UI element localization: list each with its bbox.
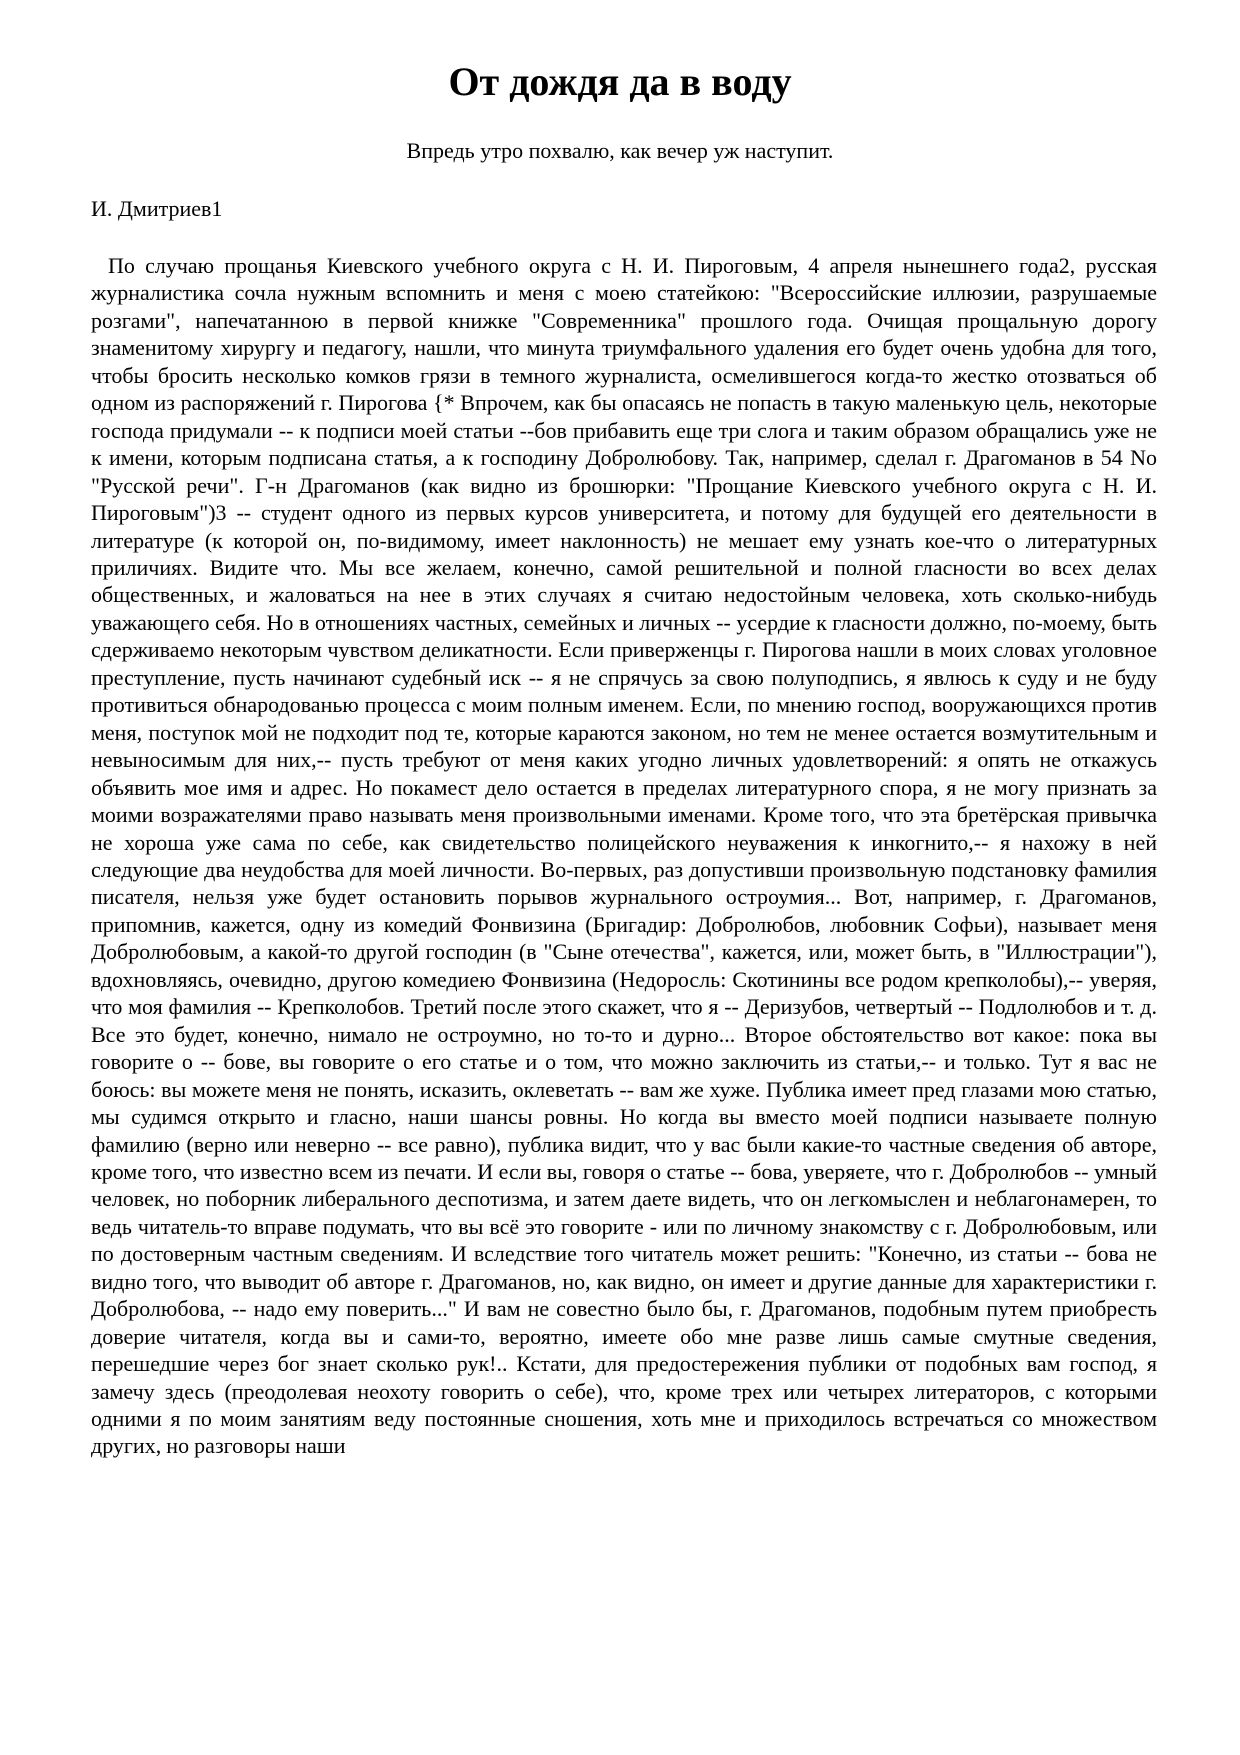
document-title: От дождя да в воду <box>448 59 792 104</box>
epigraph: Впредь утро похвалю, как вечер уж наступит. <box>406 138 834 163</box>
epigraph-author: И. Дмитриев1 <box>91 196 223 221</box>
body-paragraph: По случаю прощанья Киевского учебного округа с Н. И. Пироговым, 4 апреля нынешнего года2, русская журналистика сочла нужным вспомнить и меня с моею статейкою: "Всероссийские иллюзии, разрушаемые розгами", напечатанною в первой книжке "Современника" прошлого года. Очищая прощальную дорогу знаменитому хирургу и педагогу, нашли, что минута триумфального удаления его будет очень удобна для того, чтобы бросить несколько комков грязи в темного журналиста, осмелившегося когда-то жестко отозваться об одном из распоряжений г. Пирогова {* Впрочем, как бы опасаясь не попасть в такую маленькую цель, некоторые господа придумали -- к подписи моей статьи --бов прибавить еще три слога и таким образом обращались уже не к имени, которым подписана статья, а к господину Добролюбову. Так, например, сделал г. Драгоманов в 54 No "Русской речи". Г-н Драгоманов (как видно из брошюрки: "Прощание Киевского учебного округа с Н. И. Пироговым")3 -- студент одного из первых курсов университета, и потому для будущей его деятельности в литературе (к которой он, по-видимому, имеет наклонность) не мешает ему узнать кое-что о литературных приличиях. Видите что. Мы все желаем, конечно, самой решительной и полной гласности во всех делах общественных, и жаловаться на нее в этих случаях я считаю недостойным человека, хоть сколько-нибудь уважающего себя. Но в отношениях частных, семейных и личных -- усердие к гласности должно, по-моему, быть сдерживаемо некоторым чувством деликатности. Если приверженцы г. Пирогова нашли в моих словах уголовное преступление, пусть начинают судебный иск -- я не спрячусь за свою полуподпись, я явлюсь к суду и не буду противиться обнародованью процесса с моим полным именем. Если, по мнению господ, вооружающихся против меня, поступок мой не подходит под те, которые караются законом, но тем не менее остается возмутительным и невыносимым для них,-- пусть требуют от меня каких угодно личных удовлетворений: я опять не откажусь объявить мое имя и адрес. Но покамест дело остается в пределах литературного спора, я не могу признать за моими возражателями право называть меня произвольными именами. Кроме того, что эта бретёрская привычка не хороша уже сама по себе, как свидетельство полицейского неуважения к инкогнито,-- я нахожу в ней следующие два неудобства для моей личности. Во-первых, раз допустивши произвольную подстановку фамилия писателя, нельзя уже будет остановить порывов журнального остроумия... Вот, например, г. Драгоманов, припомнив, кажется, одну из комедий Фонвизина (Бригадир: Добролюбов, любовник Софьи), называет меня Добролюбовым, а какой-то другой господин (в "Сыне отечества", кажется, или, может быть, в "Иллюстрации"), вдохновляясь, очевидно, другою комедиею Фонвизина (Недоросль: Скотинины все родом крепколобы),-- уверяя, что моя фамилия -- Крепколобов. Третий после этого скажет, что я -- Деризубов, четвертый -- Подлолюбов и т. д. Все это будет, конечно, нимало не остроумно, но то-то и дурно... Второе обстоятельство вот какое: пока вы говорите о -- бове, вы говорите о его статье и о том, что можно заключить из статьи,-- и только. Тут я вас не боюсь: вы можете меня не понять, исказить, оклеветать -- вам же хуже. Публика имеет пред глазами мою статью, мы судимся открыто и гласно, наши шансы ровны. Но когда вы вместо моей подписи называете полную фамилию (верно или неверно -- все равно), публика видит, что у вас были какие-то частные сведения об авторе, кроме того, что известно всем из печати. И если вы, говоря о статье -- бова, уверяете, что г. Добролюбов -- умный человек, но поборник либерального деспотизма, и затем даете видеть, что он легкомыслен и неблагонамерен, то ведь читатель-то вправе подумать, что вы всё это говорите - или по личному знакомству с г. Добролюбовым, или по достоверным частным сведениям. И вследствие того читатель может решить: "Конечно, из статьи -- бова не видно того, что выводит об авторе г. Драгоманов, но, как видно, он имеет и другие данные для характеристики г. Добролюбова, -- надо ему поверить..." И вам не совестно было бы, г. Драгоманов, подобным путем приобресть доверие читателя, когда вы и сами-то, вероятно, имеете обо мне разве лишь самые смутные сведения, перешедшие через бог знает сколько рук!.. Кстати, для предостережения публики от подобных вам господ, я замечу здесь (преодолевая неохоту говорить о себе), что, кроме трех или четырех литераторов, с которыми одними я по моим занятиям веду постоянные сношения, хоть мне и приходилось встречаться со множеством других, но разговоры наши <box>91 253 1157 1459</box>
